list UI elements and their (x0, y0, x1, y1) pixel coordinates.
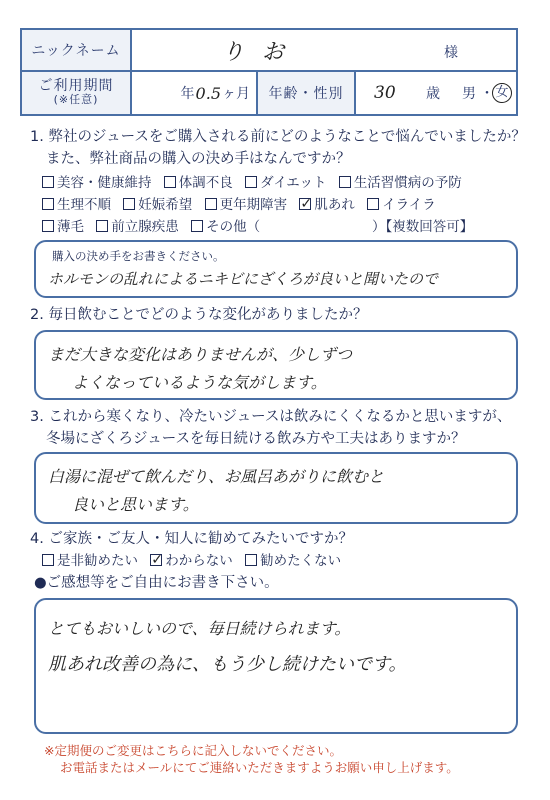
q2-text: 2. 毎日飲むことでどのような変化がありましたか？ (30, 307, 368, 323)
q1-option[interactable] (245, 172, 326, 194)
checkbox[interactable] (205, 198, 217, 210)
q4-option[interactable] (42, 550, 138, 572)
q1-option[interactable] (96, 216, 179, 238)
checkbox[interactable] (367, 198, 379, 210)
period-suffix: ヶ月 (222, 86, 250, 102)
age-sex-label: 年齢・性別 (256, 70, 356, 116)
q4-text: 4. ご家族・ご友人・知人に勧めてみたいですか？ (30, 531, 353, 547)
q1-option[interactable] (42, 216, 84, 238)
sex-male: 男 (462, 86, 476, 102)
q3-line1: 3. これから寒くなり、冷たいジュースは飲みにくくなるかと思いますが、 (30, 409, 512, 425)
q1-line1: 1. 弊社のジュースをご購入される前にどのようなことで悩んでいましたか？ (30, 129, 526, 145)
checkbox[interactable] (164, 176, 176, 188)
q4-option-checked[interactable] (150, 550, 233, 572)
sex-separator: ・ (480, 86, 494, 102)
q1-option-label: 肌あれ (314, 197, 355, 213)
q3-line2: 冬場にざくろジュースを毎日続ける飲み方や工夫はありますか？ (46, 431, 466, 447)
q1-multi-answer-note: ）【複数回答可】 (372, 219, 474, 235)
q1-option[interactable] (191, 216, 260, 238)
checkbox[interactable] (42, 220, 54, 232)
nickname-field (130, 28, 518, 72)
checkbox[interactable] (42, 198, 54, 210)
q1-option[interactable] (42, 194, 111, 216)
q3-text (30, 406, 511, 450)
q1-option[interactable] (339, 172, 462, 194)
q1-option-label: 更年期障害 (219, 197, 288, 213)
q1-option-label: 生活習慣病の予防 (353, 175, 462, 191)
footer-note-line1: ※定期便のご変更はこちらに記入しないでください。 (44, 743, 342, 758)
checkbox[interactable] (191, 220, 203, 232)
q4-option-label: わからない (165, 553, 233, 569)
q3-answer-box[interactable] (34, 452, 518, 524)
period-value: 0.5 (195, 83, 221, 103)
checkbox[interactable] (42, 554, 54, 566)
checkbox[interactable] (339, 176, 351, 188)
checkbox[interactable] (96, 220, 108, 232)
q1-option-label: 妊娠希望 (138, 197, 193, 213)
comments-answer-line2: 肌あれ改善の為に、もう少し続けたいです。 (48, 654, 407, 675)
checkbox-checked[interactable] (150, 554, 162, 566)
q1-answer-hint: 購入の決め手をお書きください。 (52, 249, 225, 263)
q1-option-label: 前立腺疾患 (111, 219, 179, 235)
q1-option[interactable] (205, 194, 288, 216)
period-field (130, 70, 258, 116)
nickname-label: ニックネーム (20, 28, 132, 72)
q4-option-label: 勧めたくない (260, 553, 342, 569)
age-unit: 歳 (426, 86, 440, 102)
q1-option-label: 美容・健康維持 (57, 175, 152, 191)
q1-answer-box[interactable] (34, 240, 518, 298)
q1-option[interactable] (123, 194, 192, 216)
q3-answer-line2: 良いと思います。 (72, 495, 199, 514)
comments-answer-box[interactable] (34, 598, 518, 734)
q4-options (42, 550, 349, 572)
q1-option-checked[interactable] (299, 194, 355, 216)
q1-text (30, 126, 526, 170)
checkbox[interactable] (245, 176, 257, 188)
q4-option[interactable] (245, 550, 341, 572)
comments-heading: ●ご感想等をご自由にお書き下さい。 (34, 575, 279, 591)
period-label (20, 70, 132, 116)
sex-female-circled: 女 (492, 83, 512, 103)
q1-option-label: イライラ (382, 197, 436, 213)
q1-option-label: 体調不良 (178, 175, 233, 191)
q2-answer-line1: まだ大きな変化はありませんが、少しずつ (48, 345, 353, 364)
q2-answer-line2: よくなっているような気がします。 (72, 373, 327, 392)
nickname-value: りお (222, 39, 303, 65)
checkbox[interactable] (42, 176, 54, 188)
q1-option[interactable] (42, 172, 152, 194)
q1-option-label: 薄毛 (57, 219, 84, 235)
q1-option[interactable] (367, 194, 436, 216)
age-value: 30 (374, 83, 396, 103)
checkbox[interactable] (123, 198, 135, 210)
q1-answer-text: ホルモンの乱れによるニキビにざくろが良いと聞いたので (48, 270, 439, 288)
footer-note-line2: お電話またはメールにてご連絡いただきますようお願い申し上げます。 (60, 760, 459, 775)
comments-answer-line1: とてもおいしいので、毎日続けられます。 (48, 619, 351, 638)
q1-option-label: 生理不順 (57, 197, 111, 213)
q1-option[interactable] (164, 172, 233, 194)
period-prefix: 年 (180, 86, 195, 102)
q3-answer-line1: 白湯に混ぜて飲んだり、お風呂あがりに飲むと (48, 467, 385, 486)
q2-answer-box[interactable] (34, 330, 518, 400)
q1-options-row3 (42, 216, 474, 238)
period-label-text: ご利用期間 (38, 78, 114, 94)
q1-option-label: その他（ (206, 219, 261, 235)
q1-option-label: ダイエット (260, 175, 327, 191)
honorific: 様 (444, 45, 458, 61)
q1-options-row1 (42, 172, 470, 194)
period-label-sub: (※任意) (53, 93, 99, 106)
header-table (20, 28, 518, 120)
age-sex-field (354, 70, 518, 116)
checkbox-checked[interactable] (299, 198, 311, 210)
q1-options-row2 (42, 194, 444, 216)
q1-line2: また、弊社商品の購入の決め手はなんですか？ (46, 151, 351, 167)
checkbox[interactable] (245, 554, 257, 566)
q4-option-label: 是非勧めたい (57, 553, 138, 569)
